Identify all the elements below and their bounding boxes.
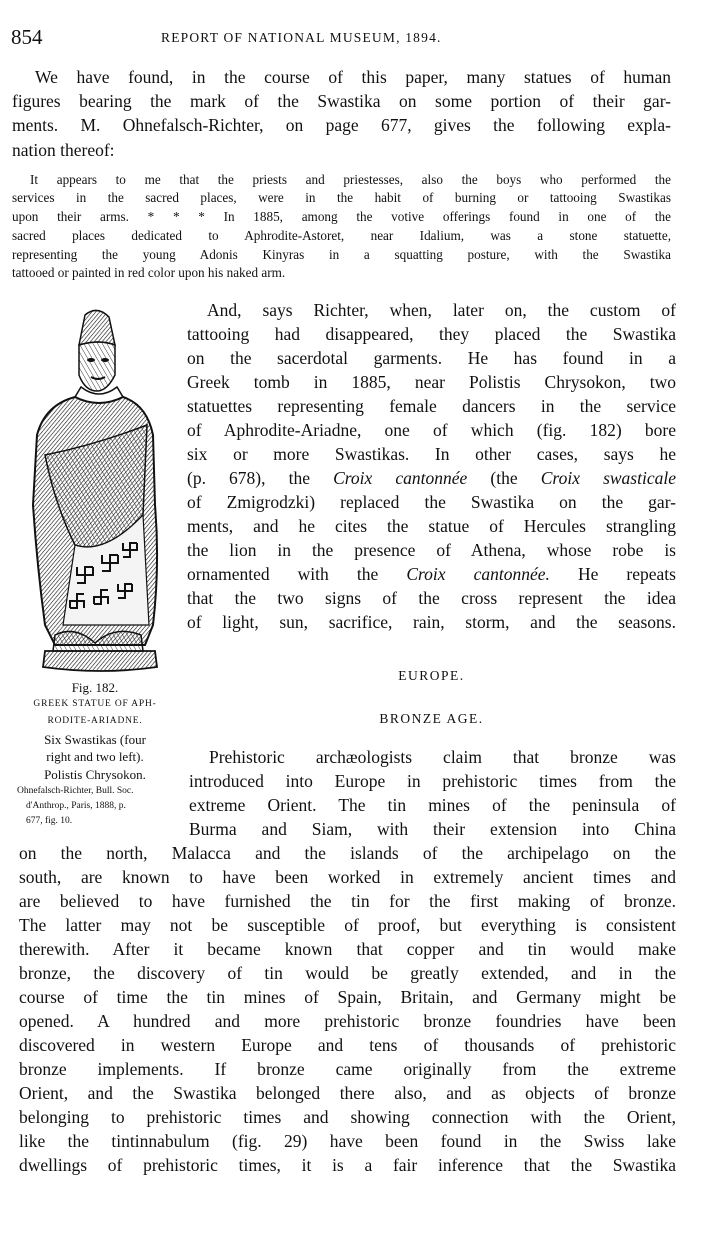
intro-line-1: We have found, in the course of this paper, many statues of human	[35, 67, 671, 87]
richter-line-13: that the two signs of the cross represent the idea	[187, 588, 676, 608]
figure-desc-line-2: right and two left).	[46, 749, 144, 764]
intro-line-2: figures bearing the mark of the Swastika on some portion of their gar-	[12, 91, 671, 111]
page-number: 854	[11, 25, 43, 49]
bronze-line-9: therewith. After it became known that copper and tin would make	[19, 939, 676, 959]
text-run: ornamented with the	[187, 564, 407, 584]
richter-line-11: the lion in the presence of Athena, whose robe is	[187, 540, 676, 560]
running-head	[11, 24, 711, 50]
intro-line-3: ments. M. Ohnefalsch-Richter, on page 677, gives the following expla-	[12, 115, 671, 135]
bronze-line-13: discovered in western Europe and tens of thousands of prehistoric	[19, 1035, 676, 1055]
figure-title-line-1: GREEK STATUE OF APH-	[33, 699, 157, 709]
text-run: He repeats	[549, 564, 676, 584]
richter-line-3: on the sacerdotal garments. He has found in a	[187, 348, 676, 368]
bronze-line-16: belonging to prehistoric times and showing connection with the Orient,	[19, 1107, 676, 1127]
bronze-line-10: bronze, the discovery of tin would be greatly extended, and in the	[19, 963, 676, 983]
richter-line-8	[187, 466, 676, 490]
bronze-line-14: bronze implements. If bronze came originally from the extreme	[19, 1059, 676, 1079]
bronze-line-11: course of time the tin mines of Spain, Britain, and Germany might be	[19, 987, 676, 1007]
bronze-line-15: Orient, and the Swastika belonged there also, and as objects of bronze	[19, 1083, 676, 1103]
richter-line-12	[187, 562, 676, 586]
quote-line-1: It appears to me that the priests and priestesses, also the boys who performed the	[30, 172, 671, 187]
richter-line-5: statuettes representing female dancers in the service	[187, 396, 676, 416]
quote-line-3: upon their arms. * * * In 1885, among the votive offerings found in one of the	[12, 209, 671, 224]
section-heading: EUROPE.	[398, 668, 465, 683]
intro-line-4: nation thereof:	[12, 140, 115, 160]
figure-source-line-3: 677, fig. 10.	[26, 816, 73, 826]
quote-line-6: tattooed or painted in red color upon his naked arm.	[12, 265, 286, 280]
bronze-line-4: Burma and Siam, with their extension into China	[189, 819, 676, 839]
richter-line-7: six or more Swastikas. In other cases, says he	[187, 444, 676, 464]
bronze-line-3: extreme Orient. The tin mines of the peninsula of	[189, 795, 676, 815]
richter-line-4: Greek tomb in 1885, near Polistis Chrysokon, two	[187, 372, 676, 392]
figure-label: Fig. 182.	[71, 680, 119, 695]
quote-line-4: sacred places dedicated to Aphrodite-Astoret, near Idalium, was a stone statuette,	[12, 228, 671, 243]
italic-term: Croix swasticale	[540, 468, 676, 488]
bronze-line-2: introduced into Europe in prehistoric times from the	[189, 771, 676, 791]
bronze-line-5: on the north, Malacca and the islands of the archipelago on the	[19, 843, 676, 863]
bronze-line-18: dwellings of prehistoric times, it is a fair inference that the Swastika	[19, 1155, 676, 1175]
bronze-line-7: are believed to have furnished the tin for the first making of bronze.	[19, 891, 676, 911]
figure-desc-line-1: Six Swastikas (four	[44, 732, 146, 747]
subsection-heading: BRONZE AGE.	[379, 711, 484, 726]
bronze-line-17: like the tintinnabulum (fig. 29) have been found in the Swiss lake	[19, 1131, 676, 1151]
bronze-line-12: opened. A hundred and more prehistoric bronze foundries have been	[19, 1011, 676, 1031]
richter-line-2: tattooing had disappeared, they placed the Swastika	[187, 324, 676, 344]
quote-line-5: representing the young Adonis Kinyras in a squatting posture, with the Swastika	[12, 247, 671, 262]
figure-title-line-2: RODITE-ARIADNE.	[47, 716, 143, 726]
text-run: (p. 678), the	[187, 468, 334, 488]
richter-line-6: of Aphrodite-Ariadne, one of which (fig. 182) bore	[187, 420, 676, 440]
richter-line-1: And, says Richter, when, later on, the custom of	[207, 300, 676, 320]
italic-term: Croix cantonnée	[333, 468, 468, 488]
figure-desc-line-3: Polistis Chrysokon.	[44, 767, 146, 782]
running-title: REPORT OF NATIONAL MUSEUM, 1894.	[161, 30, 442, 45]
quote-line-2: services in the sacred places, were in the habit of burning or tattooing Swastikas	[12, 190, 671, 205]
bronze-line-6: south, are known to have been worked in extremely ancient times and	[19, 867, 676, 887]
figure-source-line-1: Ohnefalsch-Richter, Bull. Soc.	[17, 786, 134, 796]
richter-line-10: ments, and he cites the statue of Hercules strangling	[187, 516, 676, 536]
bronze-line-8: The latter may not be susceptible of proof, but everything is consistent	[19, 915, 676, 935]
richter-line-14: of light, sun, sacrifice, rain, storm, and the seasons.	[187, 612, 676, 632]
bronze-line-1: Prehistoric archæologists claim that bronze was	[209, 747, 676, 767]
figure-source-line-2: d'Anthrop., Paris, 1888, p.	[26, 801, 126, 811]
richter-line-9: of Zmigrodzki) replaced the Swastika on the gar-	[187, 492, 676, 512]
statue-illustration-icon	[15, 305, 185, 675]
italic-term: Croix cantonnée.	[406, 564, 550, 584]
text-run: (the	[467, 468, 541, 488]
